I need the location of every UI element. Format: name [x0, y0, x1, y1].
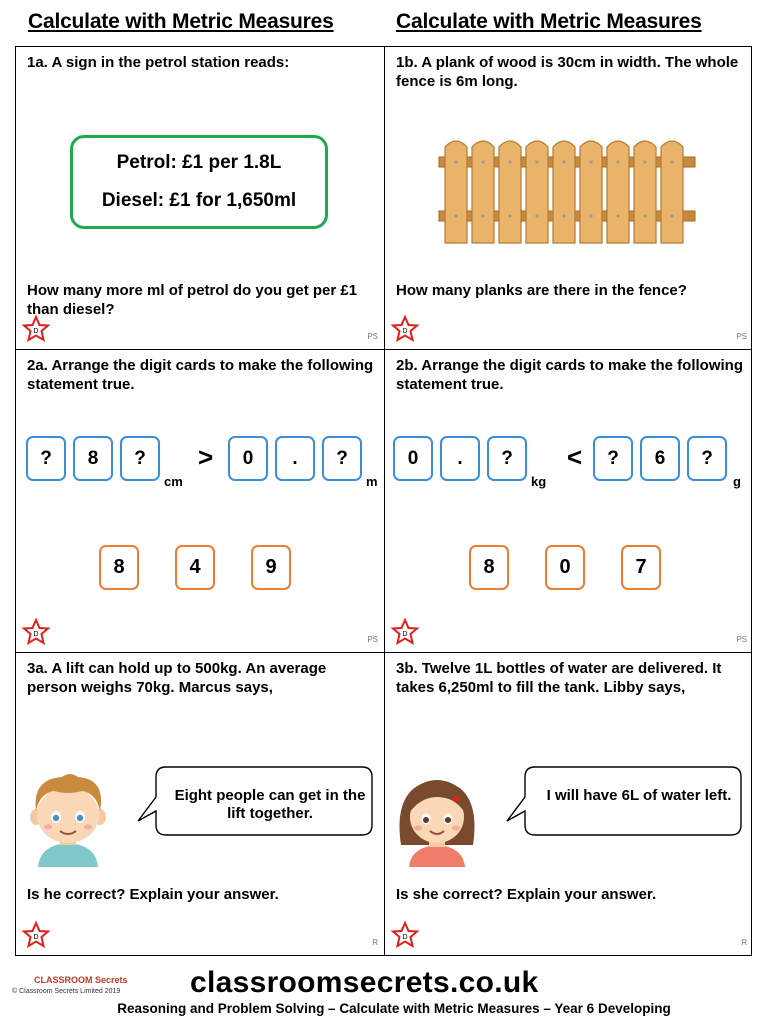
star-letter: D — [33, 934, 39, 941]
right-title: Calculate with Metric Measures — [396, 10, 702, 33]
star-letter: D — [402, 631, 408, 638]
question-2b-prompt: 2b. Arrange the digit cards to make the following statement true. — [396, 357, 743, 393]
question-1a — [16, 47, 384, 349]
skill-code: R — [741, 938, 747, 947]
digit-card-slot: ? — [593, 436, 633, 481]
unit-label: g — [733, 474, 741, 489]
digit-card-slot: 8 — [73, 436, 113, 481]
star-icon — [22, 315, 50, 343]
skill-code: PS — [736, 635, 747, 644]
digit-card-slot: ? — [26, 436, 66, 481]
girl-avatar-icon — [395, 775, 479, 867]
digit-card-slot: . — [440, 436, 480, 481]
star-letter: D — [33, 631, 39, 638]
star-icon — [22, 921, 50, 949]
question-1b — [385, 47, 753, 349]
digit-card-slot: . — [275, 436, 315, 481]
star-letter: D — [402, 934, 408, 941]
question-3b-prompt: 3b. Twelve 1L bottles of water are delivered. It takes 6,250ml to fill the tank. Libby says, — [396, 660, 722, 696]
digit-card: 7 — [621, 545, 661, 590]
question-1a-prompt: 1a. A sign in the petrol station reads: — [27, 54, 290, 71]
speech-text: I will have 6L of water left. — [546, 787, 732, 804]
comparison-symbol: < — [567, 442, 583, 472]
site-url: classroomsecrets.co.uk — [190, 966, 539, 999]
digit-card-slot: ? — [487, 436, 527, 481]
logo-text: CLASSROOM Secrets — [34, 975, 128, 985]
digit-card: 8 — [99, 545, 139, 590]
digit-card-slot: 6 — [640, 436, 680, 481]
question-2a-prompt: 2a. Arrange the digit cards to make the following statement true. — [27, 357, 374, 393]
question-2b — [385, 350, 753, 652]
question-3b-question: Is she correct? Explain your answer. — [396, 886, 657, 903]
worksheet-grid — [15, 46, 752, 956]
left-title: Calculate with Metric Measures — [28, 10, 334, 33]
unit-label: kg — [531, 474, 547, 489]
footer-subtitle: Reasoning and Problem Solving – Calculate with Metric Measures – Year 6 Developing — [117, 1001, 671, 1016]
star-icon — [391, 921, 419, 949]
speech-bubble — [505, 763, 745, 839]
skill-code: R — [372, 938, 378, 947]
unit-label: cm — [164, 474, 183, 489]
digit-card-slot: ? — [120, 436, 160, 481]
question-3a-prompt: 3a. A lift can hold up to 500kg. An average person weighs 70kg. Marcus says, — [27, 660, 327, 696]
question-3a-question: Is he correct? Explain your answer. — [27, 886, 279, 903]
price-sign — [70, 135, 328, 229]
fence-icon — [439, 135, 695, 243]
digit-card: 0 — [545, 545, 585, 590]
question-2a — [16, 350, 384, 652]
digit-card-slot: 0 — [228, 436, 268, 481]
digit-card: 9 — [251, 545, 291, 590]
star-icon — [22, 618, 50, 646]
sign-line-diesel: Diesel: £1 for 1,650ml — [101, 190, 297, 211]
star-letter: D — [402, 328, 408, 335]
question-3b — [385, 653, 753, 955]
boy-avatar-icon — [26, 771, 110, 867]
unit-label: m — [366, 474, 378, 489]
skill-code: PS — [367, 635, 378, 644]
skill-code: PS — [736, 332, 747, 341]
question-1b-question: How many planks are there in the fence? — [396, 282, 687, 299]
star-icon — [391, 618, 419, 646]
question-1a-question: How many more ml of petrol do you get per £1 than diesel? — [27, 282, 358, 318]
star-icon — [391, 315, 419, 343]
digit-card: 4 — [175, 545, 215, 590]
star-letter: D — [33, 328, 39, 335]
sign-line-petrol: Petrol: £1 per 1.8L — [116, 152, 282, 173]
question-1b-prompt: 1b. A plank of wood is 30cm in width. The whole fence is 6m long. — [396, 54, 739, 90]
speech-text: Eight people can get in the lift together. — [174, 787, 366, 822]
digit-card-slot: 0 — [393, 436, 433, 481]
comparison-symbol: > — [198, 442, 214, 472]
question-3a — [16, 653, 384, 955]
skill-code: PS — [367, 332, 378, 341]
digit-card-slot: ? — [322, 436, 362, 481]
copyright: © Classroom Secrets Limited 2019 — [12, 988, 121, 995]
classroom-secrets-logo — [32, 971, 128, 987]
speech-bubble — [136, 763, 376, 839]
digit-card-slot: ? — [687, 436, 727, 481]
digit-card: 8 — [469, 545, 509, 590]
